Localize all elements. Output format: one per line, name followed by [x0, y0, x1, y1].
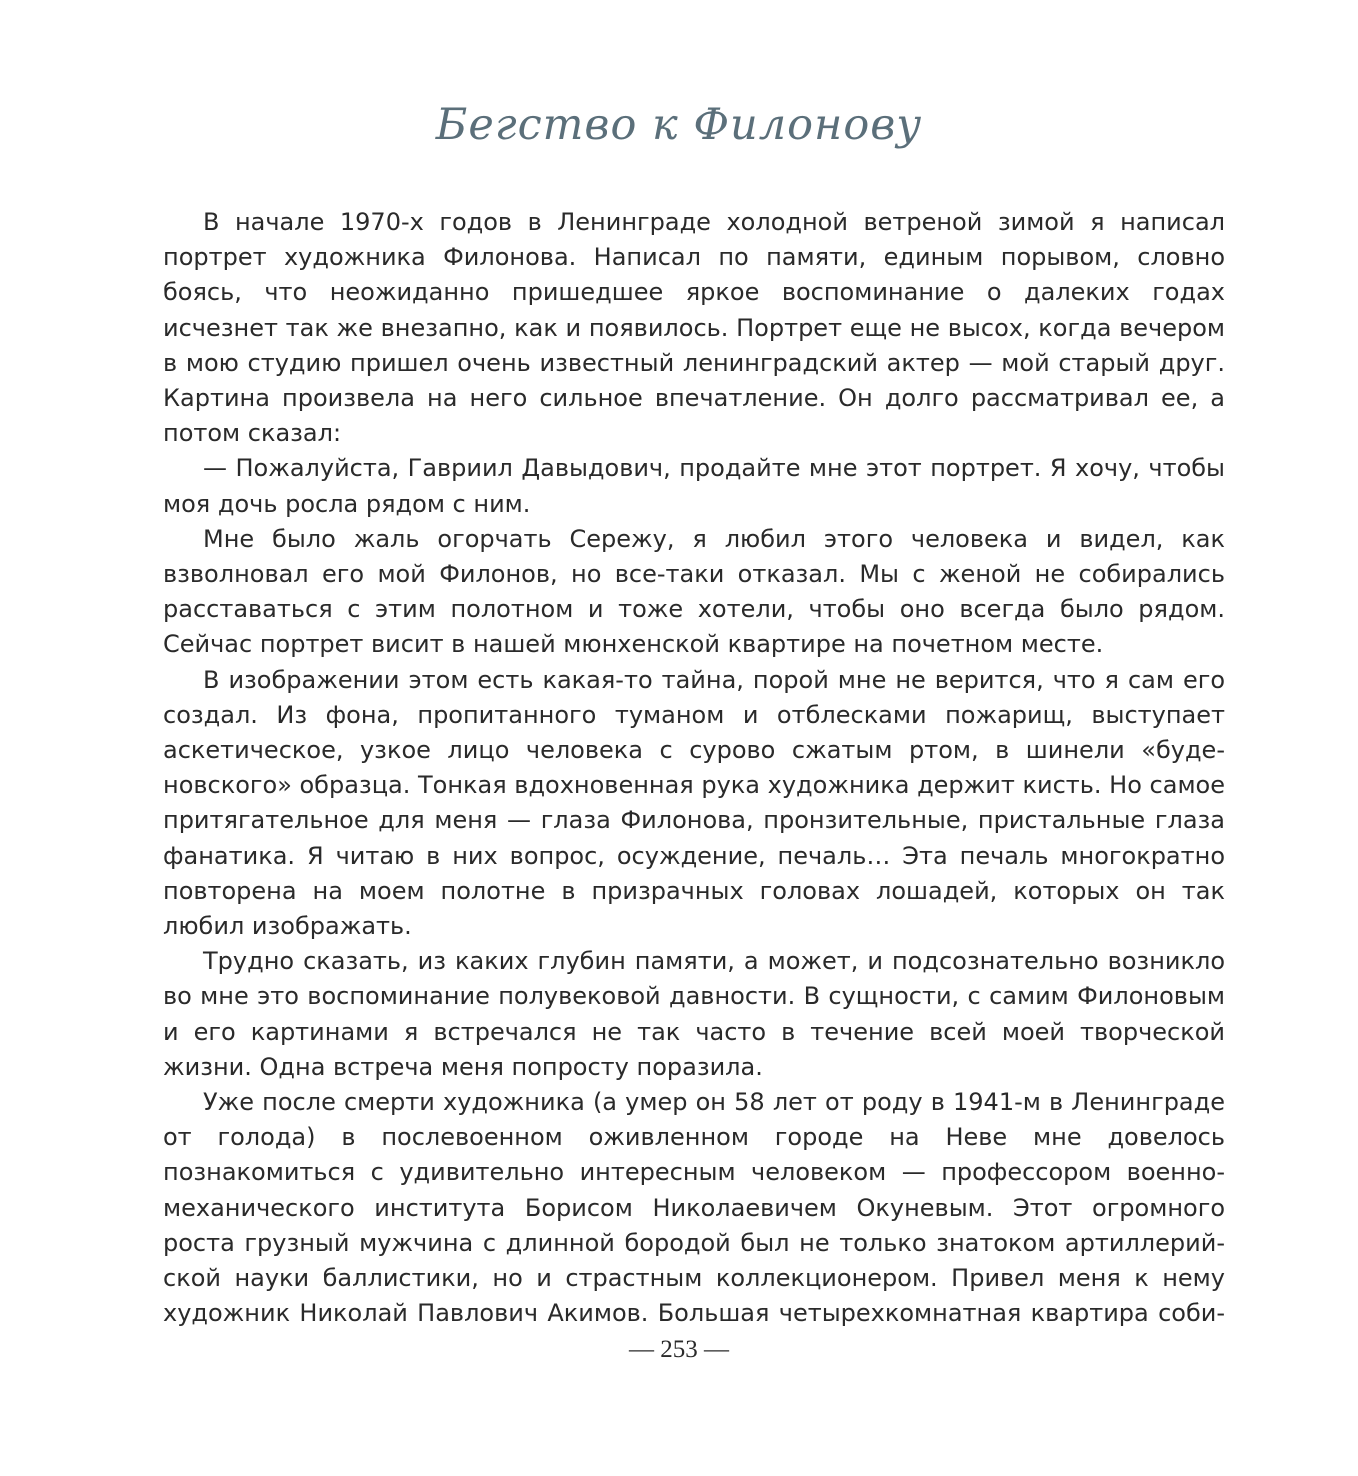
paragraph: В изображении этом есть какая-то тайна, порой мне не верится, что я сам его создал. Из фона, пропитанного туманом и отблесками пожарищ, выступает аскетическое, узкое лицо человека с сурово сжатым ртом, в шинели «буденовского» образца. Тонкая вдохновенная рука художника держит кисть. Но самое притягательное для меня — глаза Филонова, пронзительные, пристальные глаза фанатика. Я читаю в них вопрос, осуждение, печаль… Эта печаль многократно повторена на моем полотне в призрачных головах лошадей, которых он так любил изображать. [163, 665, 1225, 941]
paragraph: В начале 1970-х годов в Ленинграде холодной ветреной зимой я написал портрет художника Филонова. Написал по памяти, единым порывом, словно боясь, что неожиданно пришедшее яркое воспоминание о далеких годах исчезнет так же внезапно, как и появилось. Портрет еще не высох, когда вечером в мою студию пришел очень известный ленинградский актер — мой старый друг. Картина произвела на него сильное впечатление. Он долго рассматривал ее, а потом сказал: [163, 208, 1225, 448]
chapter-title: Бегство к Филонову [435, 100, 923, 150]
paragraph: — Пожалуйста, Гавриил Давыдович, продайте мне этот портрет. Я хочу, чтобы моя дочь росла рядом с ним. [163, 454, 1225, 518]
paragraph: Уже после смерти художника (а умер он 58 лет от роду в 1941-м в Ленинграде от голода) в послевоенном оживленном городе на Неве мне довелось познакомиться с удивительно интересным человеком — профессором военно-механического института Борисом Николаевичем Окуневым. Этот огромного роста грузный мужчина с длинной бородой был не только знатоком артиллерийской науки баллистики, но и страстным коллекционером. Привел меня к нему художник Николай Павлович Акимов. Большая четырехкомнатная квартира соби- [163, 1088, 1225, 1328]
page-number: — 253 — [629, 1336, 729, 1363]
body-text [163, 205, 1225, 1332]
paragraph: Трудно сказать, из каких глубин памяти, а может, и подсознательно возникло во мне это воспоминание полувековой давности. В сущности, с самим Филоновым и его картинами я встречался не так часто в течение всей моей творческой жизни. Одна встреча меня попросту поразила. [163, 947, 1225, 1081]
paragraph: Мне было жаль огорчать Сережу, я любил этого человека и видел, как взволновал его мой Филонов, но все-таки отказал. Мы с женой не собирались расставаться с этим полотном и тоже хотели, чтобы оно всегда было рядом. Сейчас портрет висит в нашей мюнхенской квартире на почетном месте. [163, 524, 1225, 659]
